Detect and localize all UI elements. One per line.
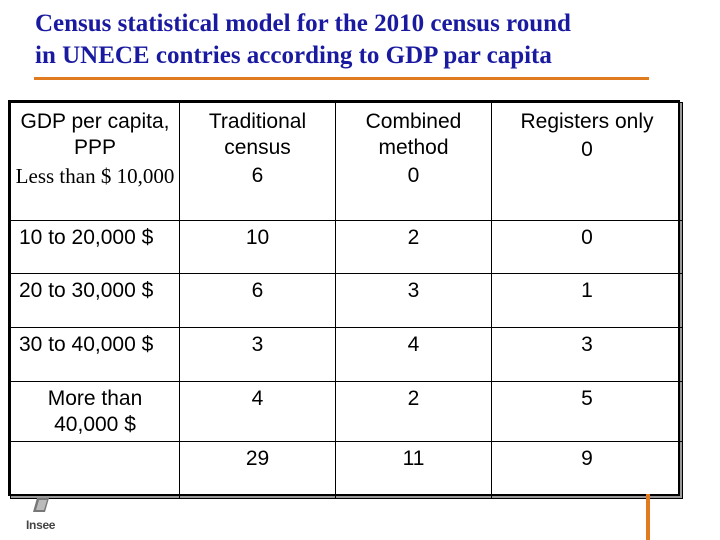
table-cell: 3	[180, 328, 336, 382]
header-registers-only: Registers only	[520, 110, 654, 133]
table-cell: 0	[581, 138, 593, 161]
table-row	[11, 274, 683, 328]
table-cell: 3	[336, 274, 492, 328]
total-combined: 11	[336, 442, 492, 499]
table-cell: 1	[492, 274, 683, 328]
header-traditional-census: Traditional census	[208, 110, 307, 159]
row-label-less-than-10000: Less than $ 10,000	[15, 164, 175, 188]
table-row	[11, 328, 683, 382]
row-label: 20 to 30,000 $	[11, 274, 180, 328]
row-label	[11, 442, 180, 499]
row-label: 30 to 40,000 $	[11, 328, 180, 382]
table-row	[11, 103, 683, 221]
header-combined-cell	[336, 103, 492, 221]
header-gdp: GDP per capita, PPP	[20, 110, 170, 159]
accent-bar	[646, 494, 650, 540]
table-cell: 0	[407, 164, 420, 187]
header-traditional-cell	[180, 103, 336, 221]
table-cell: 4	[180, 382, 336, 442]
total-registers: 9	[492, 442, 683, 499]
insee-logo-text: Insee	[26, 518, 56, 532]
table-row	[11, 382, 683, 442]
slide-title-line-2: in UNECE contries according to GDP par capita	[35, 42, 552, 69]
table-row-total	[11, 442, 683, 499]
table-cell: 5	[492, 382, 683, 442]
row-label: 10 to 20,000 $	[11, 221, 180, 274]
slide-title-line-1: Census statistical model for the 2010 census round	[35, 10, 571, 37]
table-row	[11, 221, 683, 274]
table-cell: 2	[336, 382, 492, 442]
header-registers-cell	[492, 103, 683, 221]
table-cell: 10	[180, 221, 336, 274]
total-traditional: 29	[180, 442, 336, 499]
table-cell: 0	[492, 221, 683, 274]
slide-title	[35, 8, 695, 72]
title-underline	[34, 77, 649, 80]
table-cell: 6	[180, 274, 336, 328]
header-gdp-cell	[11, 103, 180, 221]
table-cell: 6	[251, 164, 264, 187]
table-cell: 4	[336, 328, 492, 382]
header-combined-method: Combined method	[365, 110, 462, 159]
census-table	[8, 100, 680, 496]
row-label: More than 40,000 $	[11, 382, 180, 442]
table-cell: 3	[492, 328, 683, 382]
table-cell: 2	[336, 221, 492, 274]
